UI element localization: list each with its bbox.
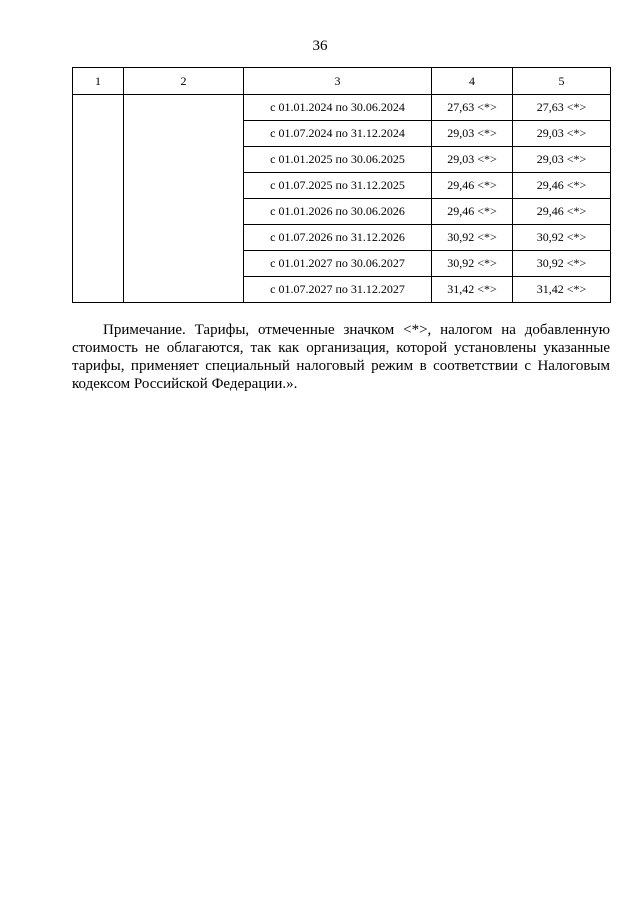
table-row xyxy=(73,95,611,121)
tariff-cell: 29,46 <*> xyxy=(432,173,513,199)
tariff-cell: 29,03 <*> xyxy=(513,147,611,173)
column-header-4: 4 xyxy=(432,68,513,95)
period-cell: с 01.01.2024 по 30.06.2024 xyxy=(244,95,432,121)
table-header-row xyxy=(73,68,611,95)
note-first-line: Примечание. Тарифы, отмеченные значком <*>, налогом на добавленную xyxy=(103,322,610,338)
empty-cell-col-1 xyxy=(73,95,124,303)
tariff-cell: 30,92 <*> xyxy=(432,251,513,277)
column-header-2: 2 xyxy=(124,68,244,95)
tariff-cell: 29,46 <*> xyxy=(513,173,611,199)
tariff-table xyxy=(72,67,611,303)
tariff-cell: 27,63 <*> xyxy=(513,95,611,121)
period-cell: с 01.01.2026 по 30.06.2026 xyxy=(244,199,432,225)
empty-cell-col-2 xyxy=(124,95,244,303)
tariff-cell: 27,63 <*> xyxy=(432,95,513,121)
period-cell: с 01.07.2026 по 31.12.2026 xyxy=(244,225,432,251)
tariff-cell: 30,92 <*> xyxy=(513,225,611,251)
period-cell: с 01.07.2024 по 31.12.2024 xyxy=(244,121,432,147)
tariff-cell: 29,03 <*> xyxy=(432,121,513,147)
period-cell: с 01.01.2025 по 30.06.2025 xyxy=(244,147,432,173)
page-number: 36 xyxy=(312,38,328,54)
tariff-cell: 31,42 <*> xyxy=(513,277,611,303)
column-header-1: 1 xyxy=(73,68,124,95)
period-cell: с 01.07.2027 по 31.12.2027 xyxy=(244,277,432,303)
note-paragraph-first-line xyxy=(103,321,610,339)
note-paragraph-continuation: стоимость не облагаются, так как организация, которой установлены указанные тарифы, применяет специальный налоговый режим в соответствии с Налоговым кодексом Российской Федерации.». xyxy=(72,340,610,392)
tariff-cell: 30,92 <*> xyxy=(432,225,513,251)
tariff-cell: 29,46 <*> xyxy=(432,199,513,225)
period-cell: с 01.07.2025 по 31.12.2025 xyxy=(244,173,432,199)
tariff-cell: 29,46 <*> xyxy=(513,199,611,225)
tariff-cell: 30,92 <*> xyxy=(513,251,611,277)
period-cell: с 01.01.2027 по 30.06.2027 xyxy=(244,251,432,277)
tariff-cell: 31,42 <*> xyxy=(432,277,513,303)
column-header-3: 3 xyxy=(244,68,432,95)
tariff-cell: 29,03 <*> xyxy=(432,147,513,173)
column-header-5: 5 xyxy=(513,68,611,95)
tariff-cell: 29,03 <*> xyxy=(513,121,611,147)
